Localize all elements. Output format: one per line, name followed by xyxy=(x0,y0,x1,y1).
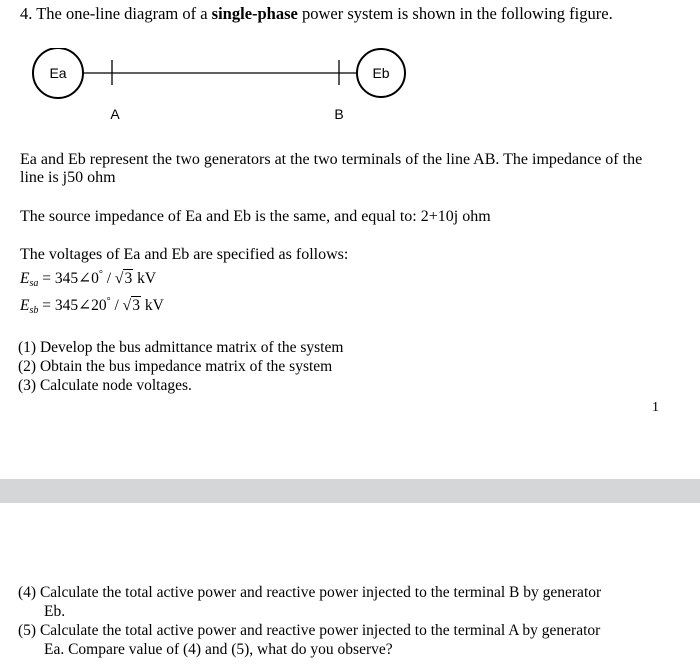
eq2-sqrt xyxy=(123,296,141,315)
eq1-radicand: 3 xyxy=(124,270,133,287)
title-suffix: power system is shown in the following figure. xyxy=(297,4,613,23)
title-bold: single-phase xyxy=(211,4,298,23)
question-1: (1) Develop the bus admittance matrix of the system xyxy=(18,339,344,356)
eq1-root: √ xyxy=(114,270,124,287)
eq1-sub: sa xyxy=(29,278,39,289)
eq1-sqrt xyxy=(115,269,133,288)
eq2-radicand: 3 xyxy=(132,297,140,314)
question-3: (3) Calculate node voltages. xyxy=(18,377,192,394)
equation-esa xyxy=(20,265,156,293)
generator-b-label: Eb xyxy=(372,65,390,81)
eq2-var: E xyxy=(20,297,30,314)
eq1-div: / xyxy=(102,270,115,287)
paragraph-generators-line1: Ea and Eb represent the two generators at the two terminals of the line AB. The impedance of the xyxy=(20,151,643,168)
eq1-degree: ° xyxy=(98,269,103,280)
question-5-line2: Ea. Compare value of (4) and (5), what do you observe? xyxy=(44,641,393,658)
eq1-var: E xyxy=(20,270,30,287)
question-4-line1: (4) Calculate the total active power and reactive power injected to the terminal B by generator xyxy=(18,584,602,601)
eq2-degree: ° xyxy=(106,296,111,307)
bus-a-label: A xyxy=(110,106,120,122)
question-2: (2) Obtain the bus impedance matrix of the system xyxy=(18,358,333,375)
eq2-sub: sb xyxy=(29,305,39,316)
eq1-value: = 345∠0 xyxy=(38,270,99,287)
equation-esb xyxy=(20,292,164,320)
question-title xyxy=(20,4,613,23)
bus-b-label: B xyxy=(334,106,344,122)
eq1-unit: kV xyxy=(133,270,157,287)
paragraph-voltages-intro: The voltages of Ea and Eb are specified as follows: xyxy=(20,246,349,263)
page-separator xyxy=(0,479,700,503)
title-prefix: 4. The one-line diagram of a xyxy=(20,4,212,23)
question-4-line2: Eb. xyxy=(44,603,66,620)
paragraph-source-impedance: The source impedance of Ea and Eb is the same, and equal to: 2+10j ohm xyxy=(20,208,491,225)
one-line-diagram xyxy=(0,48,700,138)
eq2-div: / xyxy=(110,297,123,314)
eq2-root: √ xyxy=(122,297,132,314)
question-5-line1: (5) Calculate the total active power and reactive power injected to the terminal A by generator xyxy=(18,622,601,639)
paragraph-generators-line2: line is j50 ohm xyxy=(20,169,116,186)
eq2-value: = 345∠20 xyxy=(38,297,107,314)
eq2-unit: kV xyxy=(140,297,164,314)
page-number: 1 xyxy=(652,400,659,415)
generator-a-label: Ea xyxy=(49,65,67,81)
